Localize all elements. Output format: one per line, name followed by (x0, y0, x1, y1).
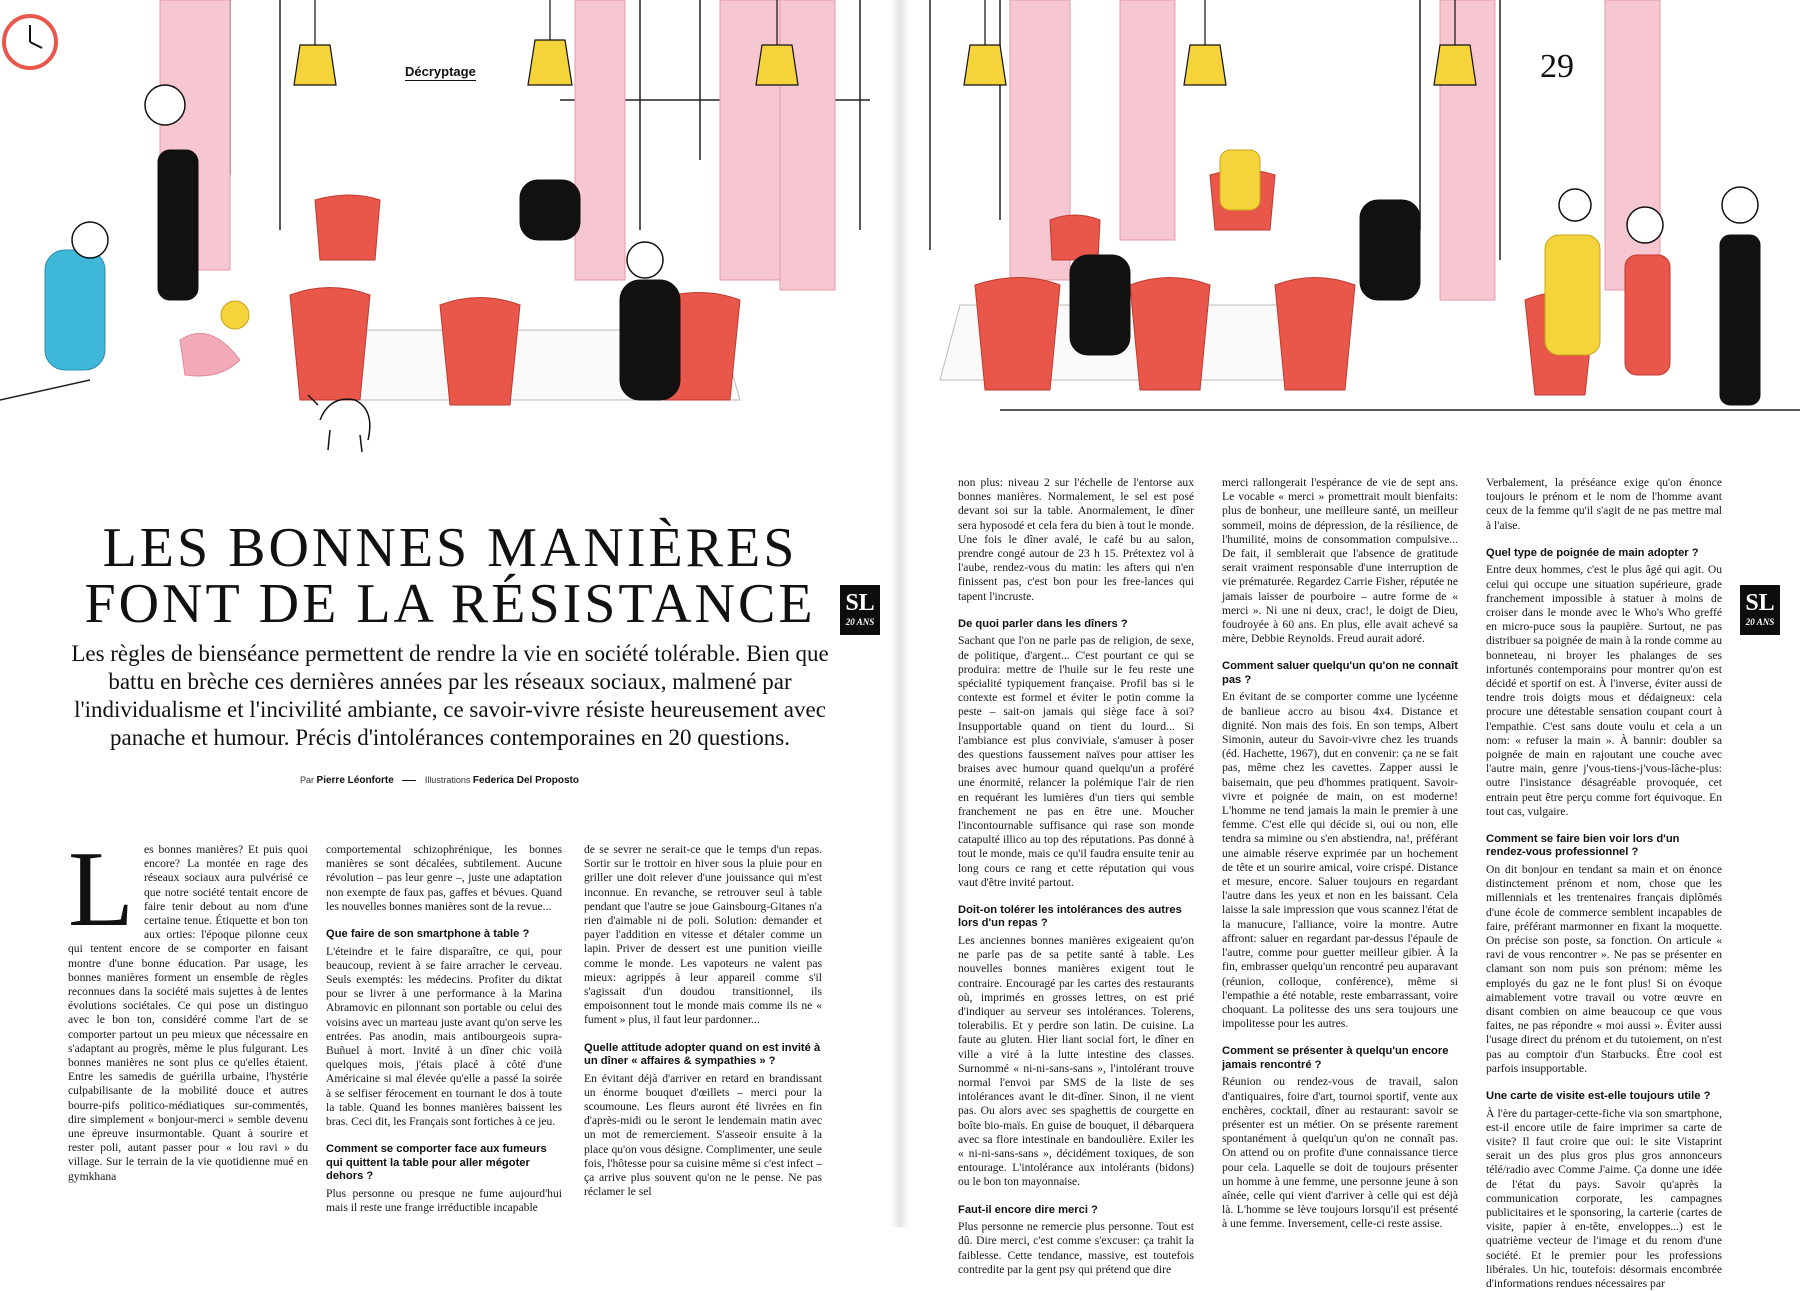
article-title (60, 517, 840, 635)
paragraph: À l'ère du partager-cette-fiche via son smartphone, est-il encore utile de faire imprimer sa carte de visite? Il faut croire que oui: le site Vistaprint serait un des plus gros plus gros annonceurs télé/radio avec Comme J'aime. Ça donne une idée de l'état du pays. Savoir qu'après la communication corporate, les campagnes publicitaires et le sponsoring, la carterie (cartes de visite, papier à en-tête, enveloppes...) est le quatrième vecteur de l'image et du renom d'une société. Et le premier pour les professions libérales. Un hic, toutefois: désormais encombrée d'informations rendues nécessaires par (1486, 1106, 1722, 1290)
badge-logo: SL (845, 590, 875, 616)
paragraph: de se sevrer ne serait-ce que le temps d'un repas. Sortir sur le trottoir en hiver sous la pluie pour en griller une doit relever d'une jouissance qui m'est inconnue. En revanche, se retrouver seul à table pendant que l'autre se joue Gainsbourg-Gitanes n'a rien d'aimable ni de poli. Solution: demander et payer l'addition en vitesse et détaler comme un lapin. Priver de dessert est une punition vieille comme le monde. Les vapoteurs ne valent pas mieux: agrippés à leur appareil comme s'il s'agissait d'un doudou transitionnel, ils empoisonnent tout le monde mais comme ils ne « fument » plus, il faut leur pardonner... (584, 843, 822, 1027)
illustrations-prefix: Illustrations (424, 775, 471, 785)
title-line-1: LES BONNES MANIÈRES (102, 517, 798, 579)
paragraph: L'éteindre et le faire disparaître, ce qui, pour beaucoup, revient à se faire arracher le cerveau. Seuls exemptés: les médecins. Profiter du diktat pour se livrer à une performance à la Marina Abramovic en pilonnant son portable ou celui des voisins avec un marteau juste avant qu'on serve les entrées. Pas anodin, mais antibourgeois supra-Buñuel à mort. Invité à un dîner chic voilà quelques mois, j'étais placé à côté d'une Américaine si mal élevée qu'elle a passé la soirée à se selfiser férocement en tournant le dos à toute la table. Quand les bonnes manières baissent les bras. Ceci dit, les Français sont fortiches à ce jeu. (326, 944, 562, 1128)
question-heading: Quelle attitude adopter quand on est invité à un dîner « affaires & sympathies » ? (584, 1041, 821, 1068)
article-column-4 (958, 476, 1194, 1277)
lead-text: es bonnes manières? Et puis quoi encore? La montée en rage des réseaux sociaux aura pulvérisé ce que notre société tentait encore de faire tenir debout au nom d'une certaine tenue. Étiquette et bon ton aux orties: l'époque pilonne ceux qui tentent encore de se comporter en faisant montre d'une bonne éducation. Par usage, les bonnes manières forment un ensemble de règles reconnues dans la société mais sujettes à de lentes évolutions sociétales. Ce qui pose un distinguo avec le bon ton, considéré comme l'art de se comporter partout un peu mieux que nécessaire en s'adaptant au progrès, même le plus fulgurant. Les bonnes manières ne sont plus ce qu'elles étaient. Entre les samedis de guérilla urbaine, l'hystérie culpabilisante de la mobilité douce et autres bourre-pifs politico-médiatiques sur-commentés, dire simplement « bonjour-merci » semble devenu une épreuve insurmontable. Quant à sourire et rester poli, autant passer pour « lou ravi » du village. Sur le terrain de la vie quotidienne mué en gymkhana (68, 843, 308, 1183)
paragraph: Plus personne ou presque ne fume aujourd'hui mais il reste une frange irréductible incapable (326, 1186, 562, 1214)
paragraph: Verbalement, la préséance exige qu'on énonce toujours le prénom et le nom de l'homme avant ceux de la femme qu'il s'agit de ne pas mettre mal à l'aise. (1486, 476, 1722, 532)
article-column-5 (1222, 476, 1458, 1232)
paragraph: Entre deux hommes, c'est le plus âgé qui agit. Ou celui qui occupe une situation supérieure, grade franchement impossible à statuer à moins de croiser dans le monde avec le Who's Who greffé en micro-puce sous la paupière. Surtout, ne pas distribuer sa poignée de main à la ronde comme au bonneteau, ni broyer les phalanges de ses infortunés contemporains pour montrer qu'on est décidé et sportif on est. À l'inverse, éviter aussi de tendre trois doigts mous et dédaigneux: cela procure une détestable sensation coupant court à l'empathie. C'est sans doute voulu et cela a un nom: « refuser la main ». À bannir: doubler sa poignée de main en rajoutant une couche avec l'autre main, genre j'vous-tiens-j'vous-lâche-plus: outre l'insistance désagréable provoquée, cet entrain peut être perçu comme fort équivoque. En tout cas, vulgaire. (1486, 563, 1722, 818)
page-number: 29 (1540, 48, 1574, 85)
sl-anniversary-badge-right (1740, 585, 1780, 635)
sl-anniversary-badge-left (840, 585, 880, 635)
question-heading: Quel type de poignée de main adopter ? (1486, 546, 1699, 559)
badge-subtitle: 20 ANS (1745, 617, 1775, 627)
illustrator-name: Federica Del Proposto (472, 775, 579, 786)
badge-logo: SL (1745, 590, 1775, 616)
byline-separator (402, 780, 416, 781)
drop-cap: L (68, 830, 134, 949)
paragraph: En évitant déjà d'arriver en retard en brandissant un énorme bouquet d'œillets – merci pour la scoumoune. Les fleurs auront été livrées en fin d'après-midi ou le seront le lendemain matin avec un mot de remerciement. S'asseoir ensuite à la place qu'on vous désigne. Complimenter, une seule fois, l'hôtesse pour sa cuisine même si c'est infect – ça arrive plus souvent qu'on ne le pense. Ne pas réclamer le sel (584, 1071, 822, 1199)
article-column-6 (1486, 476, 1722, 1291)
page-gutter (890, 0, 910, 1227)
paragraph: Les anciennes bonnes manières exigeaient qu'on ne parle pas de sa petite santé à table. Les nouvelles bonnes manières exigent tout le contraire. Encouragé par les cartes des restaurants où, imprimés en grosses lettres, on est prié d'indiquer au serveur ses intolérances. Tolerens, tolerabilis. Et y perdre son latin. De cuisine. La faute au gluten. Hier liant social fort, le dîner en ville a viré à la lutte intestine des classes. Surnommé « ni-ni-sans-sans », l'intolérant trouve normal l'envoi par SMS de la liste de ses intolérances avant le dit-dîner. Sinon, il ne vient pas. Ou alors avec ses spaghettis de courgette en boîte bio-maïs. En guise de bouquet, il débarquera avec sa flore intestinale en bandoulière. Exiler les « ni-ni-sans-sans », décidément toxiques, de son entourage. L'intolérance aux intolérants (bidons) ou le bon ton mayonnaise. (958, 933, 1194, 1189)
question-heading: Comment se faire bien voir lors d'un rendez-vous professionnel ? (1486, 832, 1680, 859)
article-column-2 (326, 843, 562, 1215)
dog-icon (308, 395, 370, 452)
question-heading: Comment se présenter à quelqu'un encore jamais rencontré ? (1222, 1045, 1449, 1071)
article-column-1 (68, 830, 308, 1184)
paragraph: Sachant que l'on ne parle pas de religion, de sexe, de politique, d'argent... C'est pourtant ce qui se produira: mettre de l'huile sur le feu reste une spécialité typiquement française. Profil bas si le contexte est formel et éviter le potin comme la peste – sait-on jamais qui siège face à soi? Insupportable quand on tient du lourd... Si l'ambiance est plus conviviale, s'amuser à poser des questions faussement naïves pour attiser les braises avec humour quand quelqu'un a proféré une énormité, relancer la polémique l'air de rien en requérant les lumières d'un tiers qui semble franchement ne pas en être une. Moucher l'incontournable suffisance qui rase son monde catapulté illico au top des réputations. Pas donné à tout le monde, mais ce qu'il faudra ensuite tenir au long cours ce rang et cette réputation qui vous vaut d'être invité partout. (958, 634, 1194, 889)
question-heading: Comment saluer quelqu'un qu'on ne connaît pas ? (1222, 660, 1458, 686)
question-heading: Une carte de visite est-elle toujours utile ? (1486, 1090, 1711, 1103)
question-heading: Doit-on tolérer les intolérances des autres lors d'un repas ? (958, 903, 1182, 930)
badge-subtitle: 20 ANS (845, 617, 875, 627)
paragraph: On dit bonjour en tendant sa main et on énonce distinctement prénom et nom, chose que les millennials et les trentenaires français diplômés d'une école de commerce semblent incapables de faire, préférant marmonner en fixant la moquette. On précise son poste, sa fonction. On articule « ravi de vous rencontrer ». Ne pas se présenter en clamant son nom puis son prénom: même les employés du gaz ne le font plus! Si on évoque aimablement votre travail ou votre œuvre en disant combien on aime beaucoup ce que vous faites, ne pas répondre « moi aussi ». Éviter aussi l'usage direct du prénom et du tutoiement, on n'est pas au comptoir d'un Starbucks. Être cool est parfois insupportable. (1486, 862, 1722, 1075)
question-heading: Comment se comporter face aux fumeurs qui quittent la table pour aller mégoter dehors ? (326, 1143, 547, 1183)
question-heading: De quoi parler dans les dîners ? (958, 617, 1128, 630)
byline-prefix: Par (300, 775, 315, 785)
lead-paragraph (68, 830, 308, 1184)
paragraph: comportemental schizophrénique, les bonnes manières se sont décalées, subtilement. Aucune révolution – pas leur genre –, juste une adaptation non exempte de faux pas, gaffes et bévues. Quand les nouvelles bonnes manières sont de la revue... (326, 843, 562, 913)
section-label: Décryptage (405, 64, 476, 79)
article-column-3 (584, 843, 822, 1199)
question-heading: Que faire de son smartphone à table ? (326, 928, 530, 941)
wall-clock-icon (4, 16, 56, 68)
pink-curtains (160, 0, 1660, 300)
paragraph: En évitant de se comporter comme une lycéenne de banlieue accro au bisou 4x4. Distance et dignité. Non mais des fois. En son temps, Albert Simonin, auteur du Savoir-vivre chez les truands (éd. Hachette, 1967), dut en convenir: ça ne se fait pas, même chez les cavettes. Zapper aussi le baisemain, que peu d'hommes pratiquent. Savoir-vivre et poignée de main, on est moderne! L'homme ne tend jamais la main le premier à une femme. C'est elle qui décide si, oui ou non, elle tendra sa mimine ou s'en abstiendra, na!, préférant une aimable réserve exprimée par un hochement de tête et un sourire amical, voire crispé. Distance et mesure, encore. Saluer toujours en regardant l'autre dans les yeux et non en les baissant. Cela laisse la sale impression que vous scannez l'état de la manucure, l'alliance, voire la montre. Autre affront: saluer en regardant par-dessus l'épaule de l'autre, comme pour guetter meilleur gibier. À la fin, embrasser quelqu'un rencontré peu auparavant (réunion, colloque, conférence), même si l'empathie a été notable, reste embarrassant, voire choquant. La politesse des uns sera toujours une impolitesse pour les autres. (1222, 690, 1458, 1031)
author-name: Pierre Léonforte (316, 775, 394, 786)
question-heading: Faut-il encore dire merci ? (958, 1203, 1098, 1216)
title-line-2: FONT DE LA RÉSISTANCE (84, 573, 816, 635)
paragraph: merci rallongerait l'espérance de vie de sept ans. Le vocable « merci » promettrait moult bienfaits: plus de bonheur, une meilleure santé, un meilleur sommeil, moins de dépression, de la résilience, de l'humilité, moins de consommation compulsive... De fait, il semblerait que l'absence de gratitude serait vraiment responsable d'une interruption de vie prématurée. Regardez Carrie Fisher, réputée ne jamais laisser de pourboire – autre forme de « merci ». Ni une ni deux, crac!, le doigt de Dieu, foudroyée à 60 ans. En plus, elle avait achevé sa mère, Debbie Reynolds. Freud aurait adoré. (1222, 476, 1458, 646)
paragraph: non plus: niveau 2 sur l'échelle de l'entorse aux bonnes manières. Normalement, le sel est posé devant soi sur la table. Anormalement, le dîner sera hyposodé et cela fera du bien à tout le monde. Une fois le dîner avalé, le café bu au salon, prendre congé autour de 23 h 15. Prétextez vol à l'aube, rendez-vous du matin: les afters qui n'en finissent pas, c'est bon pour les free-lances qui tapent l'incruste. (958, 476, 1194, 603)
paragraph: Réunion ou rendez-vous de travail, salon d'antiquaires, foire d'art, tournoi sportif, vente aux enchères, cocktail, dîner au restaurant: savoir se présenter est un métier. On se présente rarement spontanément à quelqu'un qu'on ne connaît pas. On attend ou on profite d'une connaissance tierce pour cela. Laquelle se doit de toujours présenter un homme à une femme, une personne jeune à son aînée, celle qui vient d'arriver à celle qui est déjà là. L'homme se lève toujours lorsqu'il est présenté à une femme. Inversement, celle-ci reste assise. (1222, 1075, 1458, 1231)
article-deck: Les règles de bienséance permettent de rendre la vie en société tolérable. Bien que battu en brèche ces dernières années par les réseaux sociaux, malmené par l'individualisme et l'incivilité ambiante, ce savoir-vivre résiste heureusement avec panache et humour. Précis d'intolérances contemporaines en 20 questions. (71, 641, 829, 750)
byline (300, 775, 579, 786)
paragraph: Plus personne ne remercie plus personne. Tout est dû. Dire merci, c'est comme s'excuser: ça trahit la faiblesse. Cette tendance, massive, est toutefois contredite par la gent psy qui prétend que dire (958, 1220, 1194, 1276)
